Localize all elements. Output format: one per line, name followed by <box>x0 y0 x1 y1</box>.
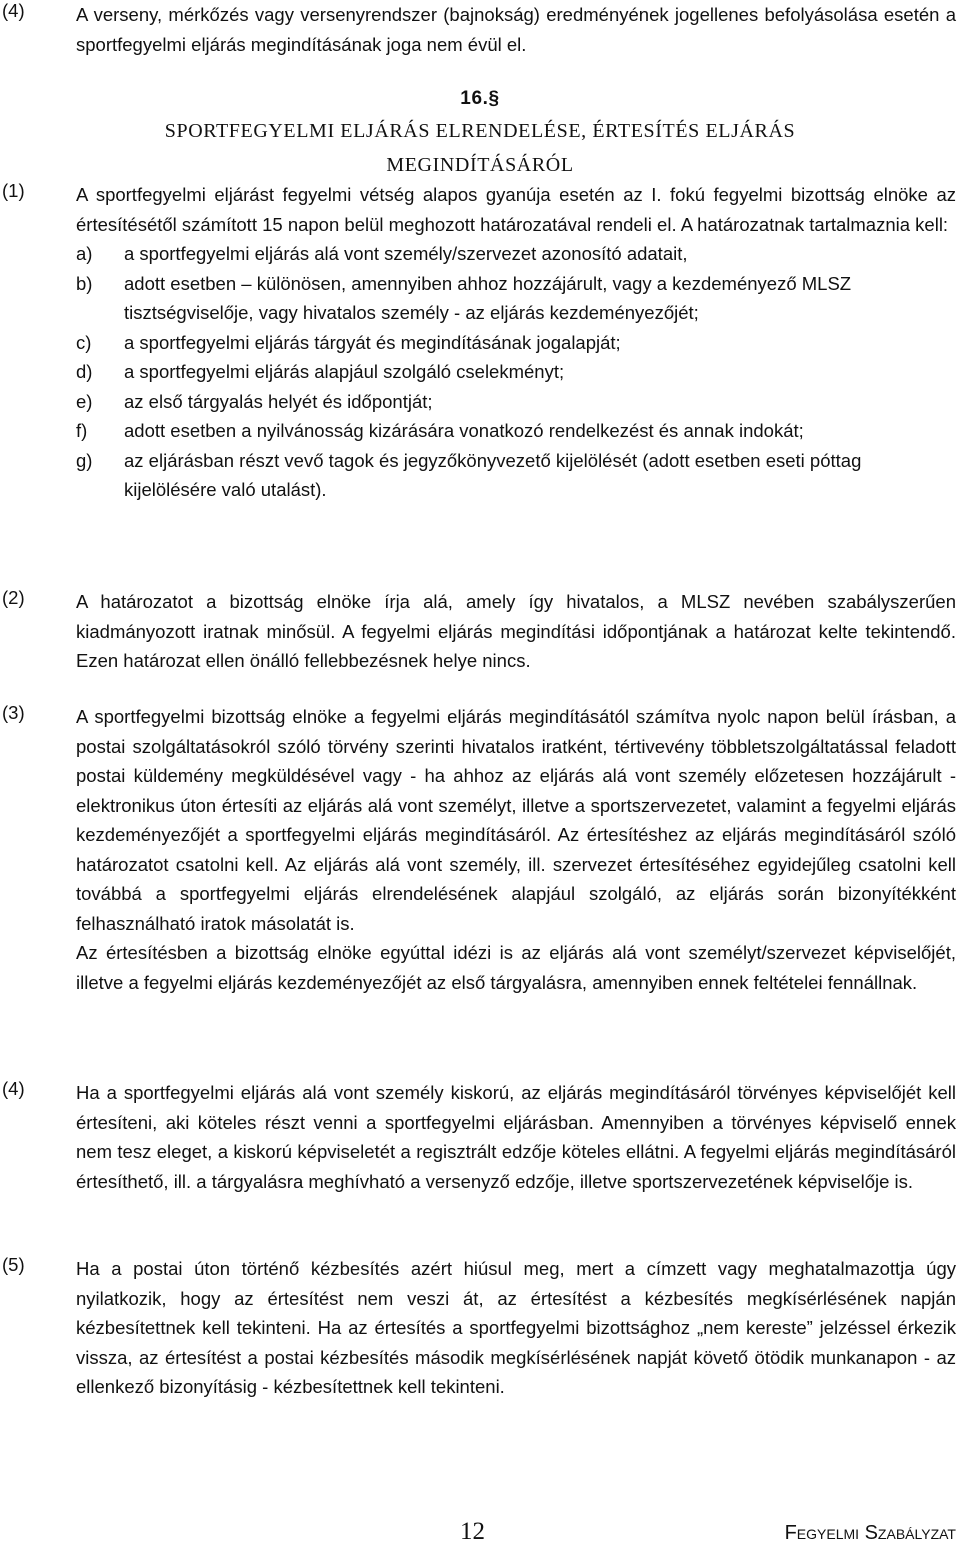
paragraph-number: (2) <box>2 587 25 608</box>
section-title-line-1: SPORTFEGYELMI ELJÁRÁS ELRENDELÉSE, ÉRTESÍTÉS ELJÁRÁS <box>164 120 796 142</box>
paragraph-5 <box>0 1254 956 1402</box>
paragraph-text-continued: Az értesítésben a bizottság elnöke egyúttal idézi is az eljárás alá vont személyt/szervezet képviselőjét, illetve a fegyelmi eljárás kezdeményezőjét az első tárgyalásra, amennyiben ennek feltételei fennállnak. <box>76 942 956 993</box>
list-text: adott esetben a nyilvánosság kizárására vonatkozó rendelkezést és annak indokát; <box>124 420 804 441</box>
list-text: adott esetben – különösen, amennyiben ahhoz hozzájárult, vagy a kezdeményező MLSZ tisztségviselője, vagy hivatalos személy - az eljárás kezdeményezőjét; <box>124 272 852 323</box>
list-label: f) <box>76 420 88 441</box>
paragraph-number: (1) <box>2 180 25 201</box>
paragraph-number: (4) <box>2 1078 25 1099</box>
list-text: az eljárásban részt vevő tagok és jegyzőkönyvezető kijelölését (adott esetben eseti póttag kijelölésére való utalást). <box>124 449 862 500</box>
list-label: b) <box>76 272 93 294</box>
paragraph-text: A határozatot a bizottság elnöke írja alá, amely így hivatalos, a MLSZ nevében szabályszerűen kiadmányozott iratnak minősül. A fegyelmi eljárás megindítási időpontjának a határozat kelte tekintendő. Ezen határozat ellen önálló fellebbezésnek helye nincs. <box>76 591 956 671</box>
list-item <box>76 416 956 446</box>
list-text: a sportfegyelmi eljárás tárgyát és megindításának jogalapját; <box>124 331 621 353</box>
paragraph-text: A sportfegyelmi eljárást fegyelmi vétség alapos gyanúja esetén az I. fokú fegyelmi bizottság elnöke az értesítésétől számított 15 napon belül meghozott határozatával rendeli el. A határozatnak tartalmaznia kell: <box>76 184 956 235</box>
page-number: 12 <box>460 1518 485 1545</box>
paragraph-2 <box>0 587 956 676</box>
paragraph-text: A verseny, mérkőzés vagy versenyrendszer (bajnokság) eredményének jogellenes befolyásolása esetén a sportfegyelmi eljárás megindításának joga nem évül el. <box>76 4 956 55</box>
paragraph-4 <box>0 1078 956 1196</box>
paragraph-3 <box>0 702 956 997</box>
paragraph-text: Ha a postai úton történő kézbesítés azért hiúsul meg, mert a címzett vagy meghatalmazottja úgy nyilatkozik, hogy az értesítést nem veszi át, az értesítést a kézbesítés megkísérlésének napján kézbesítettnek kell tekinteni. Ha az értesítés a sportfegyelmi bizottsághoz „nem kereste” jelzéssel érkezik vissza, az értesítést a postai kézbesítés második megkísérlésének napját követő ötödik munkanapon - az ellenkező bizonyításig - kézbesítettnek kell tekinteni. <box>76 1258 956 1397</box>
paragraph-4-top <box>0 0 956 59</box>
list-item <box>76 357 956 387</box>
document-title: Fegyelmi Szabályzat <box>784 1522 956 1544</box>
list-label: e) <box>76 390 93 412</box>
list-text: az első tárgyalás helyét és időpontját; <box>124 390 433 412</box>
paragraph-number: (3) <box>2 702 25 723</box>
list-label: c) <box>76 331 92 353</box>
list-item <box>76 446 956 505</box>
requirements-list <box>76 239 956 505</box>
list-item <box>76 387 956 417</box>
list-text: a sportfegyelmi eljárás alapjául szolgáló cselekményt; <box>124 361 565 382</box>
list-text: a sportfegyelmi eljárás alá vont személy/szervezet azonosító adatait, <box>124 243 688 264</box>
paragraph-text: A sportfegyelmi bizottság elnöke a fegyelmi eljárás megindításától számítva nyolc napon belül írásban, a postai szolgáltatásokról szóló törvény szerinti hivatalos iratként, tértivevény többletszolgáltatással feladott postai küldemény megküldésével vagy - ha ahhoz az eljárás alá vont személy előzetesen hozzájárult - elektronikus úton értesíti az eljárás alá vont személyt, illetve a sportszervezetet, valamint a fegyelmi eljárás kezdeményezőjét a sportfegyelmi eljárás megindításáról. Az értesítéshez az eljárás megindításáról szóló határozatot csatolni kell. Az eljárás alá vont személy, ill. szervezet értesítéséhez egyidejűleg csatolni kell továbbá a sportfegyelmi eljárás elrendelésének alapjául szolgáló, az eljárás során bizonyítékként felhasználható iratok másolatát is. <box>76 706 956 934</box>
list-label: d) <box>76 361 93 382</box>
section-number: 16.§ <box>460 88 500 109</box>
list-item <box>76 328 956 358</box>
paragraph-1 <box>0 180 956 505</box>
list-label: g) <box>76 449 93 471</box>
section-title-line-2: MEGINDÍTÁSÁRÓL <box>386 154 574 176</box>
paragraph-number: (5) <box>2 1254 25 1275</box>
list-label: a) <box>76 243 93 264</box>
paragraph-number: (4) <box>2 0 25 21</box>
list-item <box>76 239 956 269</box>
section-heading <box>0 84 960 182</box>
paragraph-text: Ha a sportfegyelmi eljárás alá vont személy kiskorú, az eljárás megindításáról törvényes képviselőjét kell értesíteni, aki köteles részt venni a sportfegyelmi eljárásban. Amennyiben a törvényes képviselő ennek nem tesz eleget, a kiskorú képviseletét a regisztrált edzője köteles ellátni. A fegyelmi eljárás megindításáról értesíthető, ill. a tárgyalásra meghívható a versenyző edzője, illetve sportszervezetének képviselője is. <box>76 1082 956 1192</box>
list-item <box>76 269 956 328</box>
